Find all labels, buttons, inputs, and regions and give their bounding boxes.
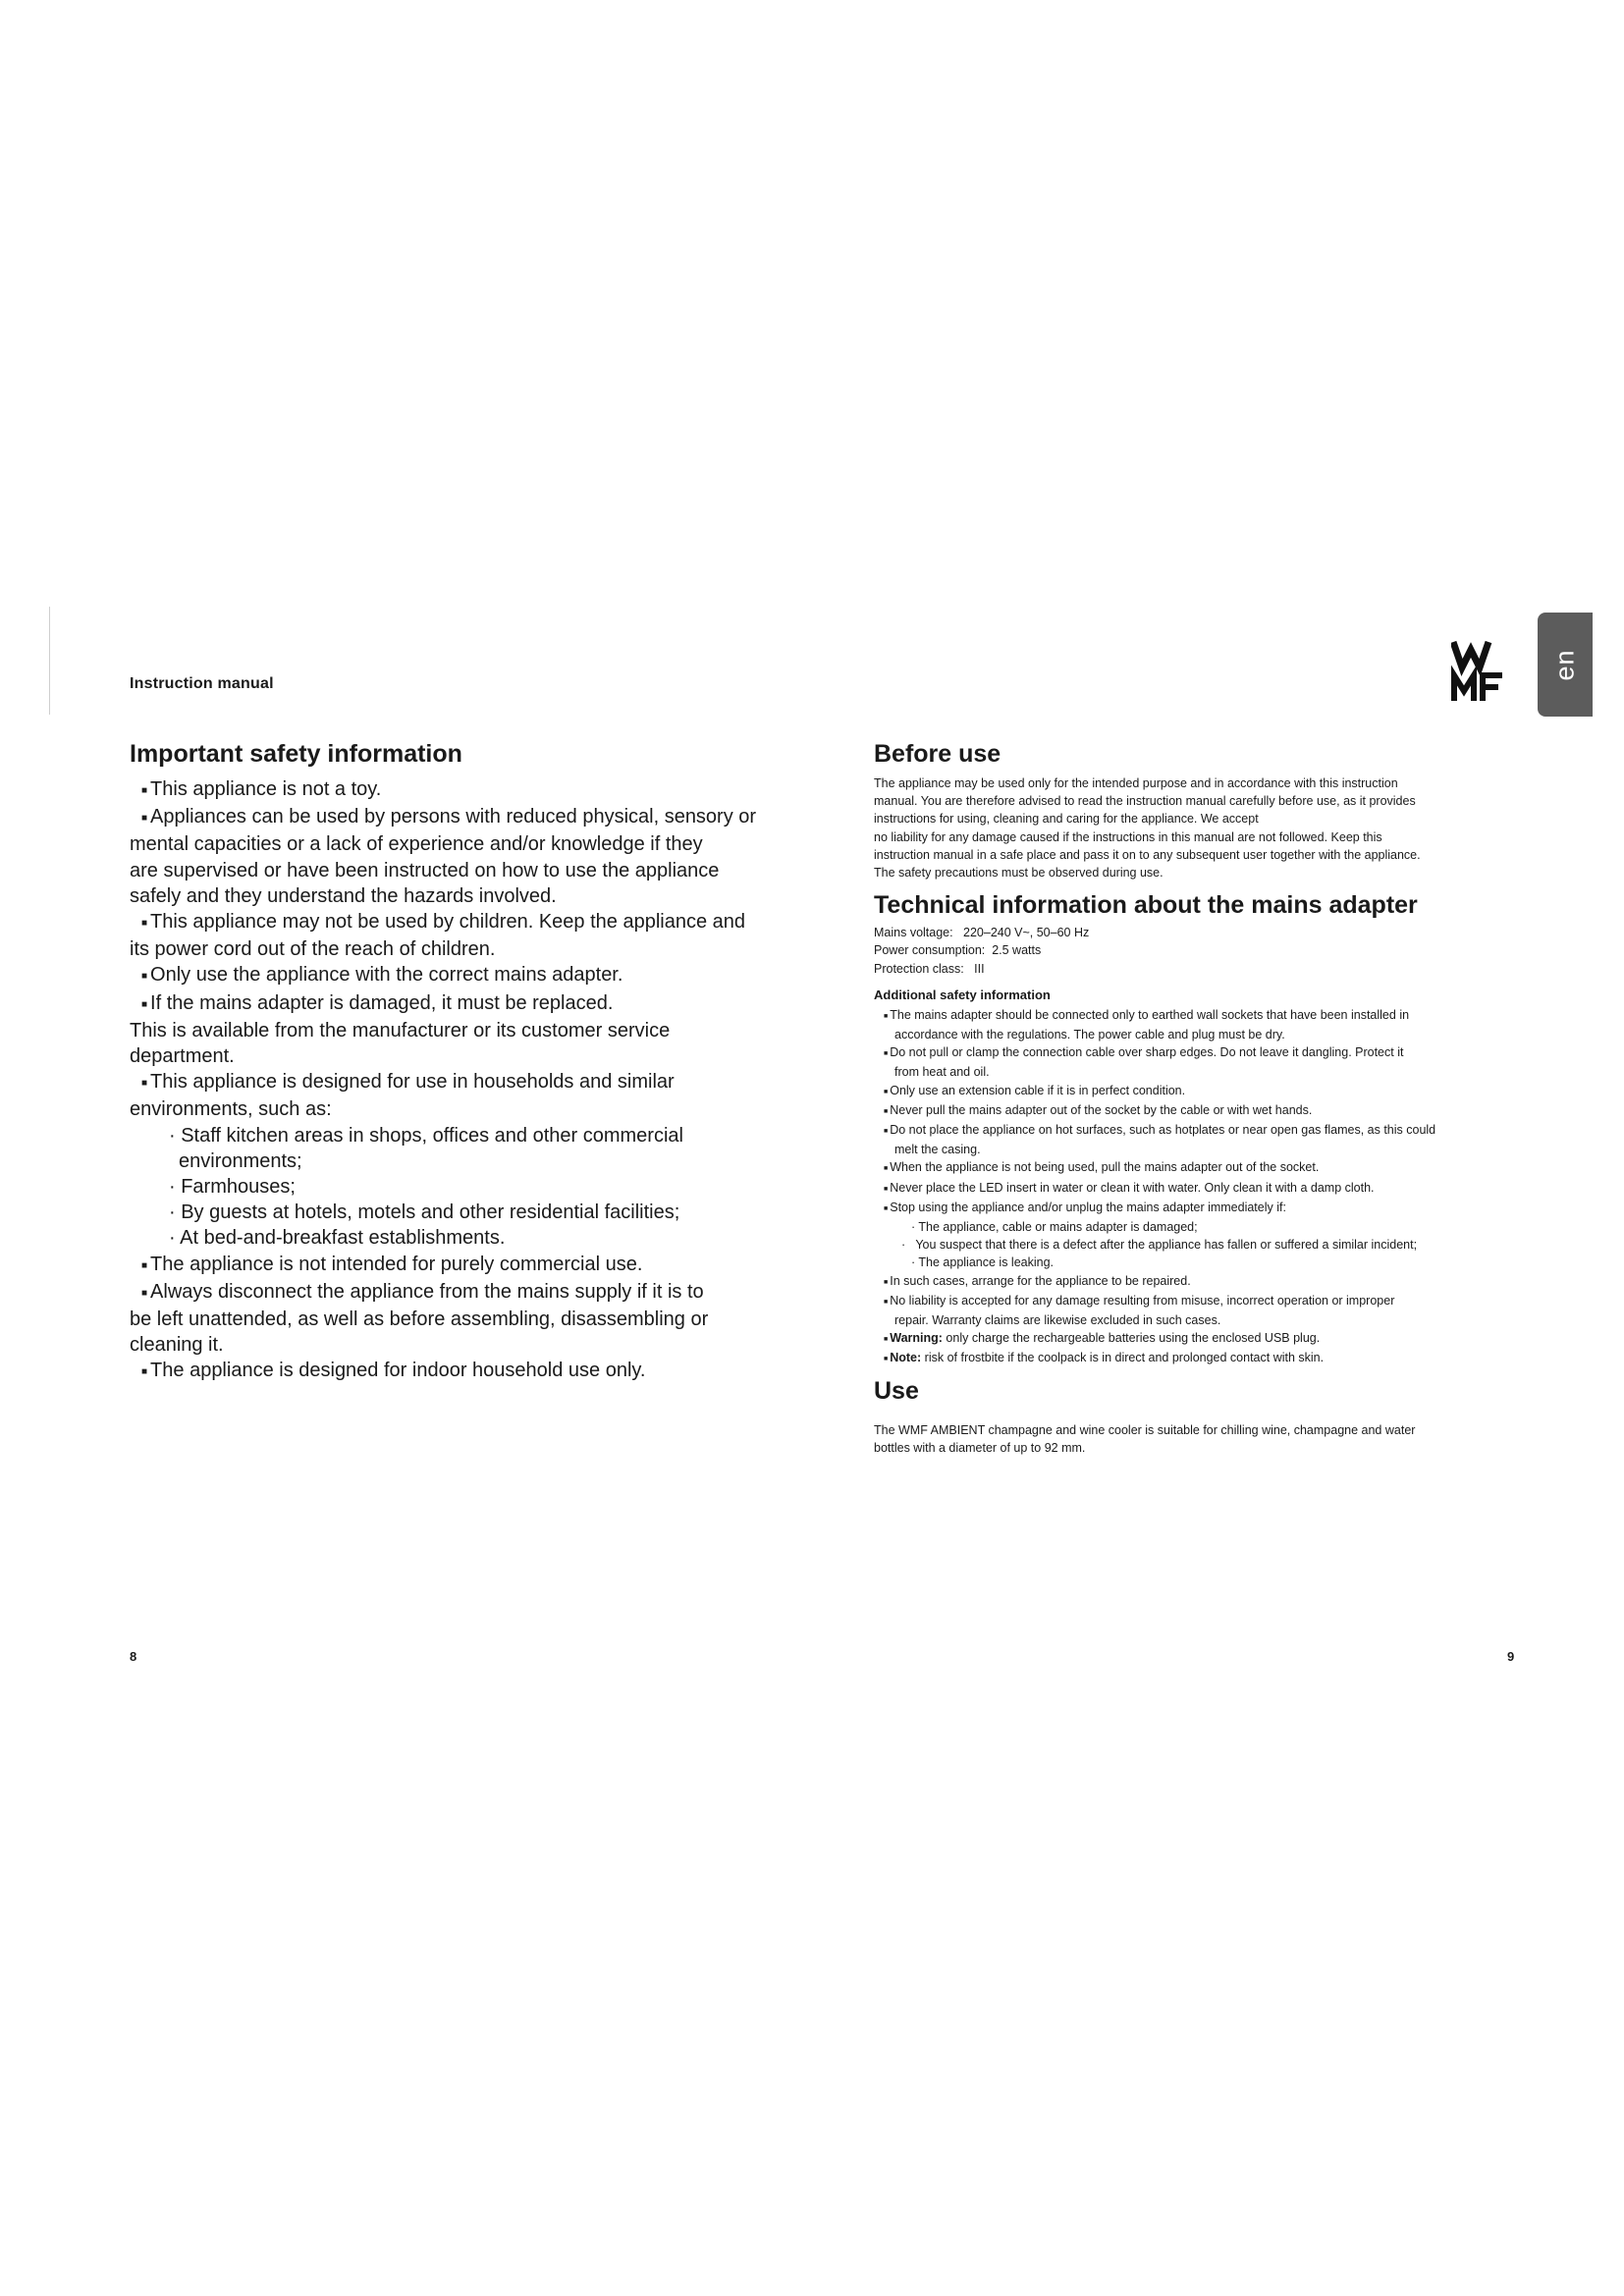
language-code: en — [1549, 648, 1580, 681]
safety-subitem: · You suspect that there is a defect after the appliance has fallen or suffered a similar incident; — [901, 1238, 1418, 1253]
body-line: bottles with a diameter of up to 92 mm. — [874, 1440, 1086, 1455]
safety-line: ■ Only use the appliance with the correct mains adapter. — [141, 964, 623, 987]
safety-subitem: · Farmhouses; — [169, 1176, 296, 1199]
safety-line: ■ Do not place the appliance on hot surfaces, such as hotplates or near open gas flames, as this could — [884, 1123, 1436, 1138]
safety-line: ■ Always disconnect the appliance from the mains supply if it is to — [141, 1280, 704, 1303]
safety-line: cleaning it. — [130, 1334, 224, 1357]
section-title: Important safety information — [130, 740, 462, 768]
safety-line: ■ When the appliance is not being used, pull the mains adapter out of the socket. — [884, 1160, 1320, 1175]
safety-line: department. — [130, 1045, 235, 1068]
document-header-label: Instruction manual — [130, 675, 274, 692]
safety-subitem: · The appliance is leaking. — [911, 1255, 1054, 1270]
safety-line: melt the casing. — [894, 1143, 981, 1157]
section-title: Before use — [874, 740, 1001, 768]
body-line: no liability for any damage caused if the instructions in this manual are not followed. Keep this — [874, 829, 1382, 844]
safety-subitem: · Staff kitchen areas in shops, offices and other commercial — [169, 1124, 683, 1147]
safety-subitem: · By guests at hotels, motels and other residential facilities; — [169, 1201, 680, 1224]
section-title: Use — [874, 1376, 919, 1405]
spec-line: Power consumption: 2.5 watts — [874, 943, 1042, 958]
safety-line: ■ No liability is accepted for any damage resulting from misuse, incorrect operation or improper — [884, 1293, 1395, 1308]
spec-line: Mains voltage: 220–240 V~, 50–60 Hz — [874, 926, 1090, 940]
warning-line: ■ Warning: only charge the rechargeable batteries using the enclosed USB plug. — [884, 1331, 1321, 1346]
body-line: instruction manual in a safe place and pass it on to any subsequent user together with the appliance. — [874, 847, 1421, 862]
safety-line: ■ Never place the LED insert in water or clean it with water. Only clean it with a damp cloth. — [884, 1180, 1375, 1195]
safety-line: environments, such as: — [130, 1098, 332, 1121]
wmf-logo-icon — [1451, 638, 1508, 705]
safety-line: ■ If the mains adapter is damaged, it must be replaced. — [141, 991, 614, 1014]
safety-line: ■ Stop using the appliance and/or unplug the mains adapter immediately if: — [884, 1200, 1286, 1214]
body-line: The safety precautions must be observed during use. — [874, 866, 1164, 881]
spec-line: Protection class: III — [874, 961, 985, 976]
safety-line: ■ The appliance is designed for indoor household use only. — [141, 1360, 646, 1382]
safety-subitem: environments; — [179, 1149, 302, 1172]
safety-line: safely and they understand the hazards involved. — [130, 884, 557, 907]
safety-section — [130, 740, 797, 1386]
body-line: The WMF AMBIENT champagne and wine cooler is suitable for chilling wine, champagne and water — [874, 1422, 1416, 1437]
safety-line: This is available from the manufacturer or its customer service — [130, 1019, 671, 1041]
safety-line: ■ Do not pull or clamp the connection cable over sharp edges. Do not leave it dangling. Protect it — [884, 1045, 1404, 1060]
page-number-right: 9 — [1507, 1649, 1515, 1664]
safety-line: repair. Warranty claims are likewise excluded in such cases. — [894, 1313, 1221, 1328]
safety-line: ■ Appliances can be used by persons with reduced physical, sensory or — [141, 806, 757, 828]
right-column — [874, 740, 1512, 1457]
safety-line: ■ The mains adapter should be connected only to earthed wall sockets that have been installed in — [884, 1007, 1410, 1022]
safety-line: are supervised or have been instructed on how to use the appliance — [130, 859, 720, 881]
safety-line: ■ The appliance is not intended for purely commercial use. — [141, 1253, 643, 1275]
page-number-left: 8 — [130, 1649, 137, 1664]
language-tab — [1538, 613, 1593, 717]
subsection-title: Additional safety information — [874, 987, 1051, 1002]
safety-line: its power cord out of the reach of children. — [130, 938, 496, 961]
body-line: The appliance may be used only for the intended purpose and in accordance with this instruction — [874, 776, 1398, 790]
safety-subitem: · The appliance, cable or mains adapter is damaged; — [911, 1220, 1198, 1235]
safety-line: mental capacities or a lack of experience and/or knowledge if they — [130, 833, 703, 856]
safety-line: ■ In such cases, arrange for the appliance to be repaired. — [884, 1273, 1191, 1288]
body-line: manual. You are therefore advised to read the instruction manual carefully before use, as it provides — [874, 794, 1416, 809]
safety-line: ■ Only use an extension cable if it is in perfect condition. — [884, 1083, 1186, 1097]
note-line: ■ Note: risk of frostbite if the coolpack is in direct and prolonged contact with skin. — [884, 1351, 1325, 1365]
margin-rule — [49, 607, 50, 715]
safety-line: accordance with the regulations. The power cable and plug must be dry. — [894, 1028, 1285, 1042]
safety-subitem: · At bed-and-breakfast establishments. — [169, 1227, 506, 1250]
safety-line: from heat and oil. — [894, 1065, 990, 1080]
section-title: Technical information about the mains adapter — [874, 891, 1418, 920]
body-line: instructions for using, cleaning and caring for the appliance. We accept — [874, 812, 1259, 827]
safety-line: ■ This appliance is designed for use in households and similar — [141, 1071, 675, 1094]
safety-line: ■ This appliance is not a toy. — [141, 778, 382, 800]
safety-line: be left unattended, as well as before assembling, disassembling or — [130, 1308, 709, 1331]
safety-line: ■ Never pull the mains adapter out of the socket by the cable or with wet hands. — [884, 1102, 1313, 1117]
safety-line: ■ This appliance may not be used by children. Keep the appliance and — [141, 911, 746, 934]
